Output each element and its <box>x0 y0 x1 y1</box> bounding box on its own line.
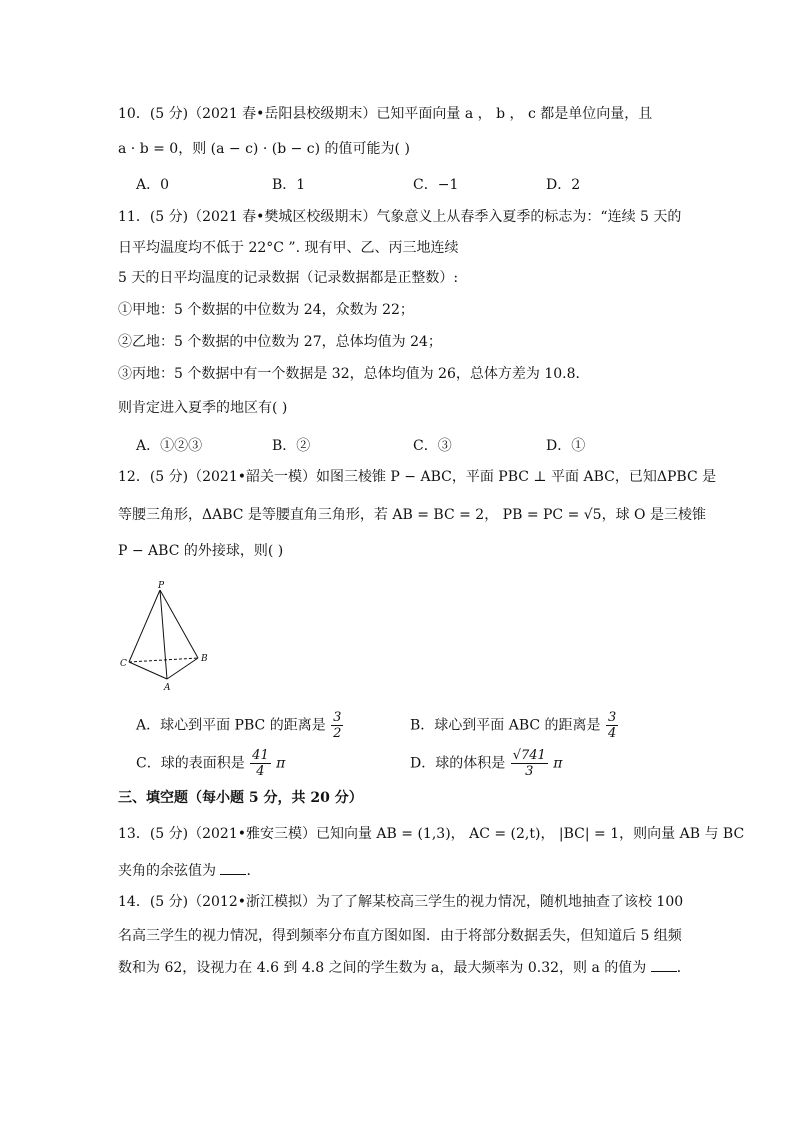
edge-pa <box>160 590 167 679</box>
q11-line3: 5 天的日平均温度的记录数据（记录数据都是正整数）: <box>118 270 459 286</box>
q11-item1: ①甲地：5 个数据的中位数为 24，众数为 22； <box>118 302 414 318</box>
fraction-numerator: 3 <box>608 710 617 725</box>
fraction-denominator: 4 <box>608 726 617 741</box>
fraction-denominator: 3 <box>525 764 534 779</box>
q11-line1: 11．(5 分)（2021 春•樊城区校级期末）气象意义上从春季入夏季的标志为：“连续 5 天的 <box>118 209 682 225</box>
q10-option-a: A．0 <box>136 177 170 193</box>
q12-line2: 等腰三角形，ΔABC 是等腰直角三角形，若 AB = BC = 2， PB = PC = √5，球 O 是三棱锥 <box>118 507 706 523</box>
q12-option-a <box>136 710 344 741</box>
q12-option-d-text: D．球的体积是 <box>410 755 506 772</box>
edge-ca <box>129 662 167 679</box>
q13-line1: 13．(5 分)（2021•雅安三模）已知向量 AB = (1,3)， AC = (2,t)， |BC| = 1，则向量 AB 与 BC <box>118 826 745 842</box>
q11-option-a: A．①②③ <box>136 438 203 454</box>
q10-option-b: B．1 <box>272 177 306 193</box>
label-b: B <box>201 654 208 664</box>
fraction-numerator: 41 <box>252 748 269 763</box>
q12-option-c-text: C．球的表面积是 <box>136 755 245 772</box>
answer-blank <box>651 959 677 972</box>
fraction-numerator: √741 <box>512 748 546 763</box>
q10-option-d: D．2 <box>546 177 581 193</box>
q12-line3: P − ABC 的外接球，则( ) <box>118 543 284 559</box>
q12-option-a-text: A．球心到平面 PBC 的距离是 <box>136 717 326 734</box>
edge-pc <box>129 590 160 662</box>
q12-option-b <box>410 710 619 741</box>
pi-symbol: π <box>553 755 563 772</box>
q11-item2: ②乙地：5 个数据的中位数为 27，总体均值为 24； <box>118 334 442 350</box>
q14-line3: 数和为 62，设视力在 4.6 到 4.8 之间的学生数为 a，最大频率为 0.32，则 a 的值为 ． <box>118 960 691 976</box>
pi-symbol: π <box>276 755 286 772</box>
q14-line3-text: 数和为 62，设视力在 4.6 到 4.8 之间的学生数为 a，最大频率为 0.32，则 a 的值为 <box>118 960 647 976</box>
q11-option-b: B．② <box>272 438 311 454</box>
q12-option-b-fraction <box>606 710 618 741</box>
q12-option-d <box>410 748 562 779</box>
answer-blank <box>220 862 246 875</box>
q10-line2: a · b = 0，则 (a − c) · (b − c) 的值可能为( ) <box>118 141 410 157</box>
q11-question: 则肯定进入夏季的地区有( ) <box>118 400 288 416</box>
tetrahedron-figure <box>112 578 218 694</box>
q12-option-a-fraction <box>331 710 343 741</box>
q12-option-b-text: B．球心到平面 ABC 的距离是 <box>410 717 601 734</box>
label-a: A <box>164 683 171 693</box>
q14-line1: 14．(5 分)（2012•浙江模拟）为了了解某校高三学生的视力情况，随机地抽查了该校 100 <box>118 894 684 910</box>
q12-option-c-fraction <box>250 748 271 779</box>
q12-option-d-fraction <box>511 748 548 779</box>
edge-pb <box>160 590 198 658</box>
q11-line2: 日平均温度均不低于 22°C ”. 现有甲、乙、丙三地连续 <box>118 240 459 256</box>
q10-line1: 10．(5 分)（2021 春•岳阳县校级期末）已知平面向量 a ， b ， c 都是单位向量，且 <box>118 106 653 122</box>
q11-item3: ③丙地：5 个数据中有一个数据是 32，总体均值为 26，总体方差为 10.8． <box>118 366 590 382</box>
fraction-denominator: 2 <box>333 726 342 741</box>
q13-line2-text: 夹角的余弦值为 <box>118 863 216 879</box>
label-c: C <box>120 659 127 669</box>
label-p: P <box>158 581 165 591</box>
section-heading: 三、填空题（每小题 5 分，共 20 分） <box>118 790 363 806</box>
q14-line2: 名高三学生的视力情况，得到频率分布直方图如图．由于将部分数据丢失，但知道后 5 组频 <box>118 928 682 944</box>
edge-cb-hidden <box>129 658 198 662</box>
q10-option-c: C．−1 <box>413 177 459 193</box>
q11-option-c: C．③ <box>413 438 452 454</box>
q12-option-c <box>136 748 285 779</box>
q13-line2: 夹角的余弦值为 ． <box>118 863 261 879</box>
q12-line1: 12．(5 分)（2021•韶关一模）如图三棱锥 P − ABC，平面 PBC ⊥ 平面 ABC，已知ΔPBC 是 <box>118 469 717 485</box>
q11-option-d: D．① <box>546 438 586 454</box>
edge-ab <box>167 658 198 679</box>
fraction-denominator: 4 <box>256 764 265 779</box>
fraction-numerator: 3 <box>333 710 342 725</box>
